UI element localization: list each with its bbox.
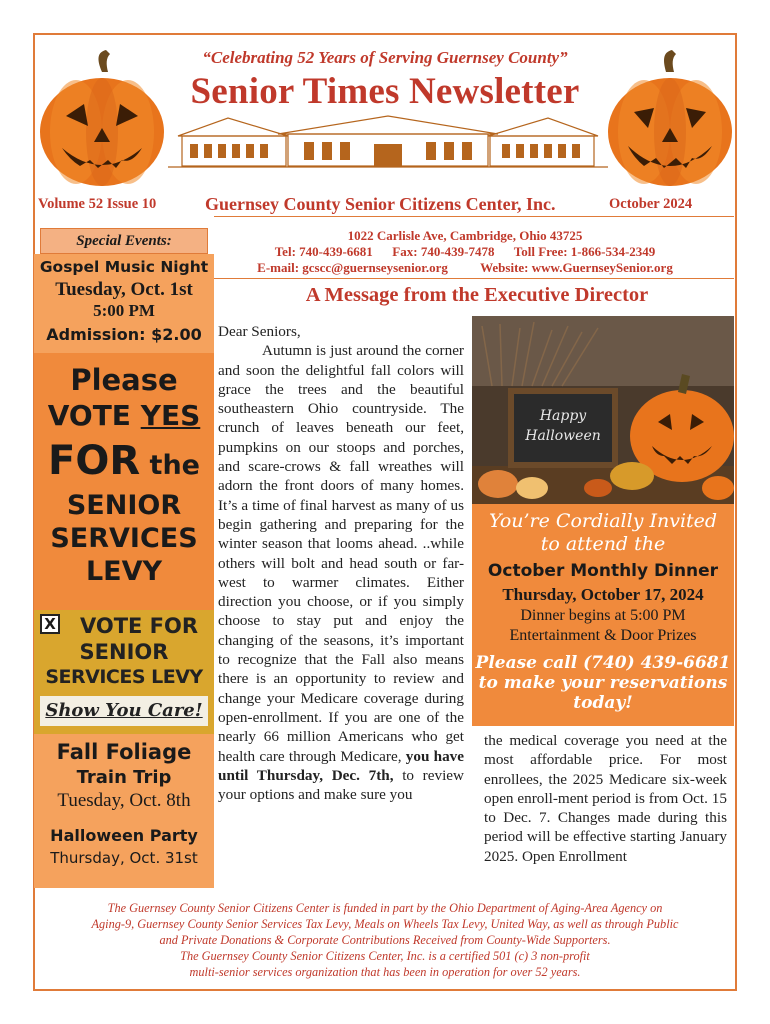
chalkboard-line-1: Happy	[539, 408, 587, 424]
message-body-1-end: to review your options and make sure you	[218, 766, 464, 804]
special-events-label: Special Events:	[40, 228, 208, 254]
footer-line-1: The Guernsey County Senior Citizens Center is funded in part by the Ohio Department of Aging-Area Agency on	[107, 901, 663, 915]
volume-issue: Volume 52 Issue 10	[38, 196, 157, 212]
message-title: A Message from the Executive Director	[305, 284, 649, 306]
gospel-event-box	[34, 254, 214, 353]
building-illustration	[168, 112, 608, 170]
gospel-admission: Admission: $2.00	[46, 325, 202, 344]
gospel-title: Gospel Music Night	[39, 258, 209, 276]
sign-line-2: SENIOR	[79, 640, 169, 664]
invite-reserve-2: today!	[573, 693, 633, 713]
dinner-invitation	[472, 504, 734, 726]
footer-line-2: Aging-9, Guernsey County Senior Services Tax Levy, Meals on Wheels Tax Levy, United Way, as well as through Public	[91, 917, 679, 931]
vote-the: the	[140, 450, 200, 481]
pumpkin-icon	[36, 50, 168, 188]
tagline: “Celebrating 52 Years of Serving Guernsey County”	[202, 48, 568, 67]
train-trip: Train Trip	[76, 767, 172, 788]
sign-line-1: VOTE FOR	[79, 614, 199, 638]
checkbox-icon: X	[40, 614, 60, 634]
chalkboard-line-2: Halloween	[525, 428, 601, 444]
invite-time: Dinner begins at 5:00 PM	[520, 607, 686, 624]
issue-date: October 2024	[609, 196, 693, 212]
vote-please: Please	[70, 363, 178, 397]
fall-foliage-title: Fall Foliage	[56, 740, 192, 764]
footer-line-3: and Private Donations & Corporate Contributions Received from County-Wide Supporters.	[159, 933, 611, 947]
halloween-date: Thursday, Oct. 31st	[50, 849, 198, 867]
gospel-time: 5:00 PM	[93, 301, 155, 320]
fall-date: Tuesday, Oct. 8th	[57, 790, 191, 811]
newsletter-title: Senior Times Newsletter	[190, 71, 580, 112]
vote-word: VOTE	[47, 399, 141, 432]
web-line: E-mail: gcscc@guernseysenior.org Website: www.GuernseySenior.org	[257, 260, 673, 275]
contact-line: Tel: 740-439-6681 Fax: 740-439-7478 Toll Free: 1-866-534-2349	[274, 244, 656, 259]
sign-tagline: Show You Care!	[40, 696, 208, 726]
message-column-2: the medical coverage you need at the most affordable price. For most enrollees, the 2025 Medicare six-week open enroll-ment period is from Oct. 15 to Dec. 7. Changes made during this period will be effective starting January 2025. Open Enrollment	[484, 732, 727, 865]
vote-yes: YES	[140, 399, 201, 432]
greeting: Dear Seniors,	[218, 323, 301, 340]
invite-line-1: You’re Cordially Invited	[488, 510, 718, 532]
halloween-title: Halloween Party	[50, 826, 198, 845]
invite-entertainment: Entertainment & Door Prizes	[509, 627, 697, 644]
invite-event: October Monthly Dinner	[487, 561, 719, 581]
halloween-photo	[472, 316, 734, 504]
invite-reserve-1: to make your reservations	[478, 673, 728, 693]
footer-line-5: multi-senior services organization that has been in operation for over 52 years.	[189, 965, 581, 979]
footer-line-4: The Guernsey County Senior Citizens Center, Inc. is a certified 501 (c) 3 non-profit	[180, 949, 590, 963]
fall-events-box	[34, 734, 214, 888]
gospel-date: Tuesday, Oct. 1st	[55, 279, 193, 300]
vote-services: SERVICES	[50, 523, 198, 554]
organization-name: Guernsey County Senior Citizens Center, Inc.	[205, 194, 556, 214]
address: 1022 Carlisle Ave, Cambridge, Ohio 43725	[347, 228, 583, 243]
levy-sign	[34, 610, 214, 734]
sign-line-3: SERVICES LEVY	[45, 666, 203, 688]
invite-line-2: to attend the	[540, 533, 666, 555]
message-body-1: Autumn is just around the corner and soon the delightful fall colors will grace the trees and the beautiful southeastern Ohio countryside. The crunch of leaves beneath our feet, pumpkins on our stoops and porches, and scare-crows & fall wreathes will adorn the front doors of many homes. It’s a time of final harvest as many of us begin gathering and preparing for the winter season that looms ahead. ..while others will bolt and head south or far-west to warmer climates. Either direction you choose, or if you simply choose to stay put and enjoy the changing of the seasons, it’s important to recognize that the Fall also means there is an opportunity to review and change your Medicare coverage during open-enrollment. If you are one of the nearly 66 million Americans who get health care through Medicare,	[218, 342, 464, 765]
divider	[214, 216, 734, 217]
deadline-text: you have until Thursday, Dec. 7th,	[218, 747, 464, 784]
pumpkin-icon	[604, 50, 736, 188]
invite-call: Please call (740) 439-6681	[475, 653, 731, 673]
vote-for: FOR	[48, 438, 141, 484]
funding-footer	[40, 900, 730, 980]
vote-levy: LEVY	[85, 556, 163, 587]
divider	[214, 278, 734, 279]
invite-date: Thursday, October 17, 2024	[502, 585, 704, 604]
message-column-1	[218, 322, 464, 804]
vote-senior: SENIOR	[66, 490, 182, 521]
vote-yes-box	[34, 353, 214, 610]
